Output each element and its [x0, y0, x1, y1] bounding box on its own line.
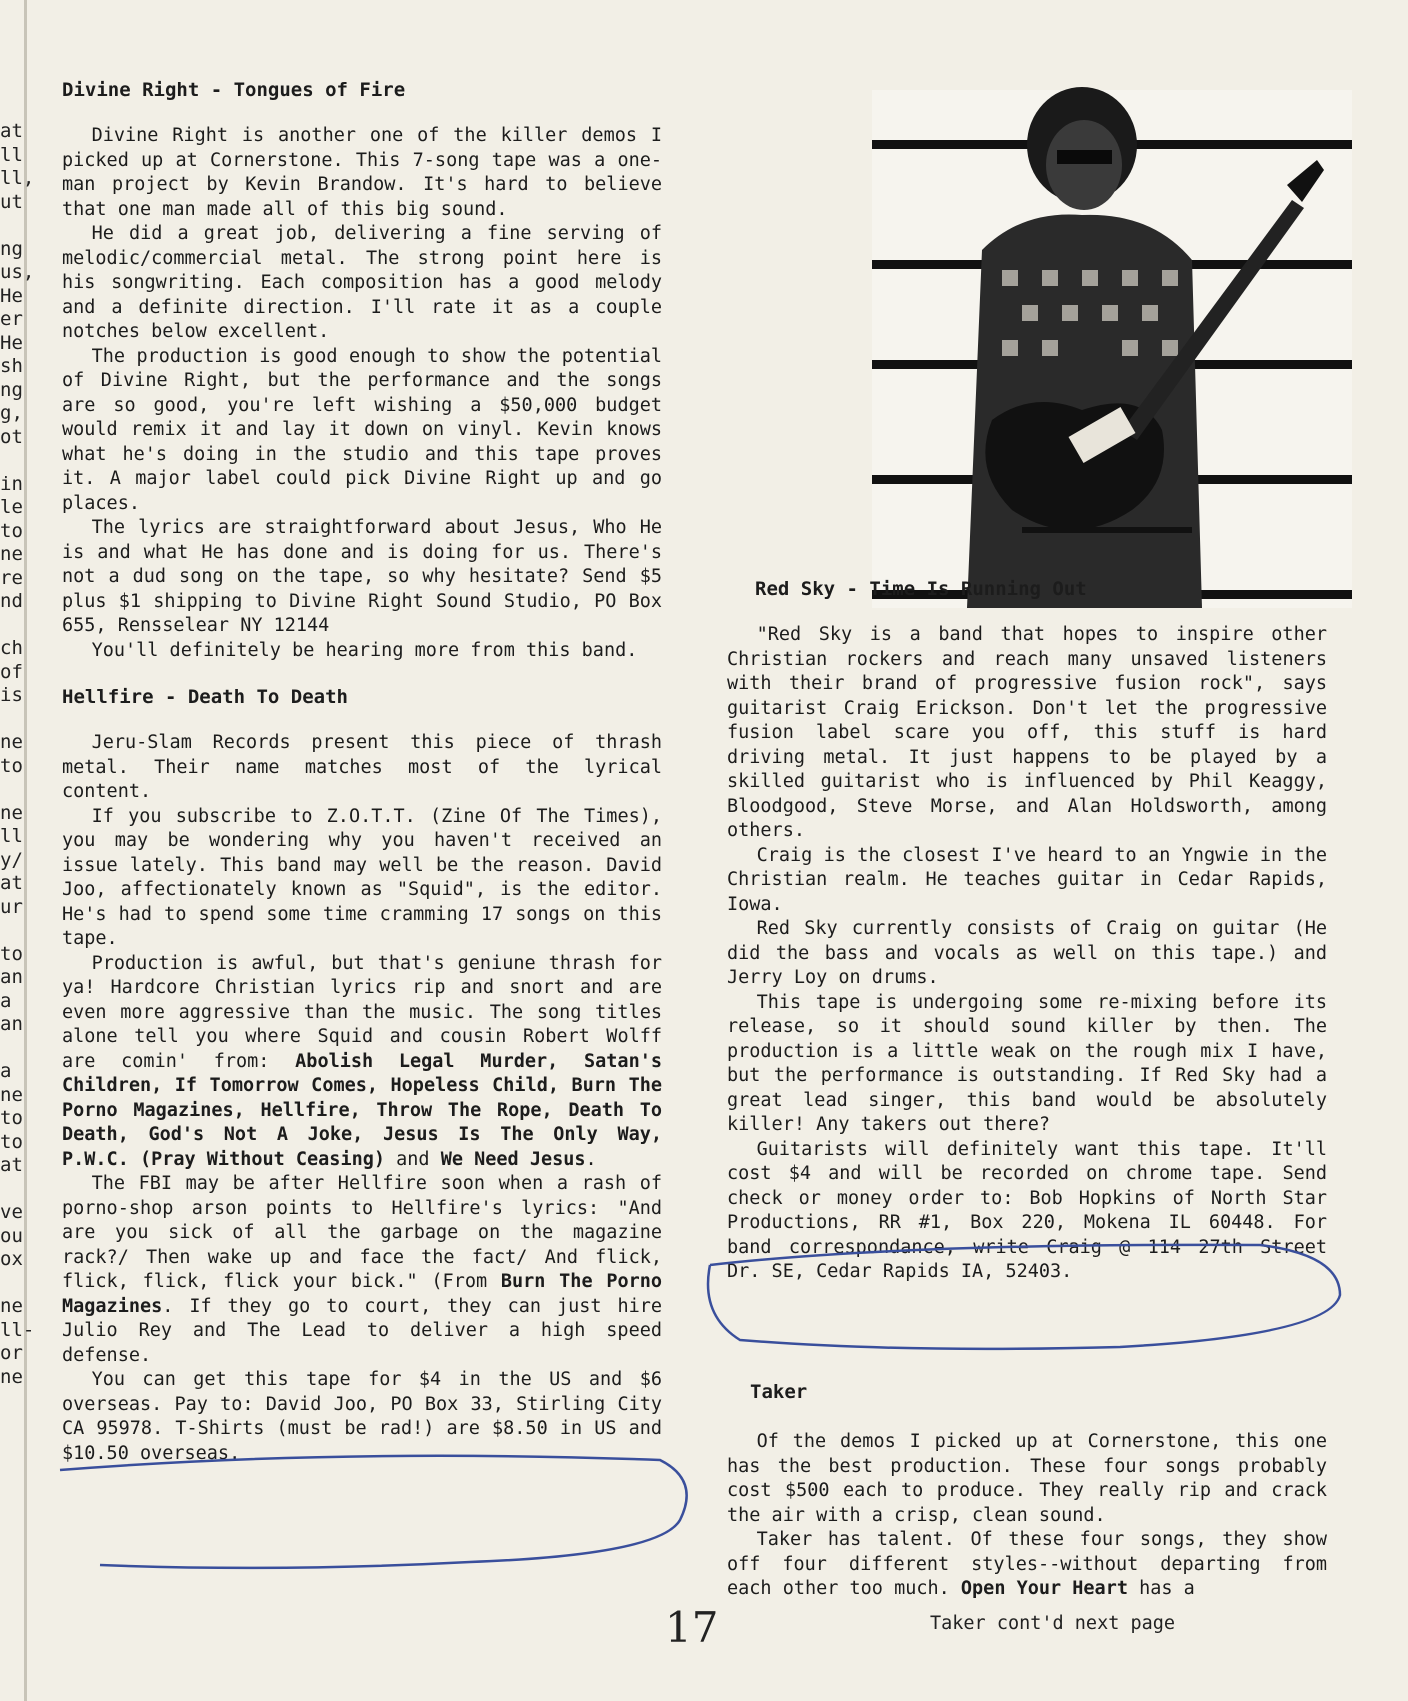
guitarist-illustration: [872, 90, 1352, 608]
page-number: 17: [665, 1603, 719, 1652]
hellfire-paragraph: If you subscribe to Z.O.T.T. (Zine Of The Times), you may be wondering why you haven't received an issue lately. This band may well be the reason. David Joo, affectionately known as "Squid", is the editor. He's had to spend some time cramming 17 songs on this tape.: [62, 805, 662, 949]
red-sky-column: [727, 623, 1327, 1285]
divine-right-title: Divine Right - Tongues of Fire: [62, 79, 406, 101]
taker-paragraph: Of the demos I picked up at Cornerstone, this one has the best production. These four songs probably cost $500 each to produce. They really rip and crack the air with a crisp, clean sound.: [727, 1431, 1327, 1526]
hellfire-title: Hellfire - Death To Death: [62, 686, 348, 708]
divine-right-paragraph: You'll definitely be hearing more from this band.: [91, 639, 638, 661]
red-sky-heading-block: [755, 577, 1325, 601]
red-sky-paragraph: This tape is undergoing some re-mixing before its release, so it should sound killer by then. The production is a little weak on the rough mix I have, but the performance is outstanding. If Red Sky had a great lead singer, this band would be absolutely killer! Any takers out there?: [727, 991, 1327, 1135]
hellfire-order-info: You can get this tape for $4 in the US and $6 overseas. Pay to: David Joo, PO Box 33, Stirling City CA 95978. T-Shirts (must be rad!) are $8.50 in US and $10.50 overseas.: [62, 1369, 662, 1464]
taker-title: Taker: [750, 1381, 808, 1403]
hellfire-song-titles: Abolish Legal Murder, Satan's Children, If Tomorrow Comes, Hopeless Child, Burn The Porno Magazines, Hellfire, Throw The Rope, Death To Death, God's Not A Joke, Jesus Is The Only Way, P.W.C. (Pray Without Ceasing): [62, 1050, 662, 1170]
divine-right-paragraph: Divine Right is another one of the killer demos I picked up at Cornerstone. This 7-song tape was a one-man project by Kevin Brandow. It's hard to believe that one man made all of this big sound.: [62, 125, 662, 220]
red-sky-order-info: Guitarists will definitely want this tape. It'll cost $4 and will be recorded on chrome tape. Send check or money order to: Bob Hopkins of North Star Productions, RR #1, Box 220, Mokena IL 60448. For band correspondance, write Craig @ 114 27th Street Dr. SE, Cedar Rapids IA, 52403.: [727, 1138, 1327, 1282]
previous-page-fragments: at ll ll, ut ng us, He er He sh ng g, ot in le to ne re nd ch of is ne to ne ll y/ at ur to an a an a ne to to at ve ou ox ne ll- or ne: [0, 120, 35, 1388]
hellfire-and: and: [396, 1148, 430, 1170]
hellfire-period: .: [585, 1148, 597, 1170]
red-sky-guitarist-photo: [872, 90, 1352, 608]
continuation-note: Taker cont'd next page: [930, 1613, 1176, 1634]
hellfire-paragraph: Jeru-Slam Records present this piece of thrash metal. Their name matches most of the lyrical content.: [62, 732, 662, 802]
hellfire-fbi-end: . If they go to court, they can just hire Julio Rey and The Lead to deliver a high speed defense.: [62, 1295, 662, 1366]
hellfire-quoted-song: Burn The Porno Magazines: [62, 1271, 663, 1317]
taker-talent-text: Taker has talent. Of these four songs, they show off four different styles--without departing from each other too much.: [727, 1529, 1327, 1599]
red-sky-title: Red Sky - Time Is Running Out: [755, 578, 1087, 600]
divine-right-paragraph: The production is good enough to show the potential of Divine Right, but the performance and the songs are so good, you're left wishing a $50,000 budget would remix it and lay it down on vinyl. Kevin knows what he's doing in the studio and this tape proves it. A major label could pick Divine Right up and go places.: [62, 345, 662, 514]
hellfire-paragraph: [62, 952, 662, 1173]
red-sky-paragraph: Red Sky currently consists of Craig on guitar (He did the bass and vocals as well on this tape.) and Jerry Loy on drums.: [727, 918, 1327, 988]
divine-right-paragraph: He did a great job, delivering a fine serving of melodic/commercial metal. The strong point here is his songwriting. Each composition has a good melody and a definite direction. I'll rate it as a couple notches below excellent.: [62, 223, 662, 342]
hellfire-production-text: Production is awful, but that's geniune thrash for ya! Hardcore Christian lyrics rip and snort and are even more aggressive than the music. The song titles alone tell you where Squid and cousin Robert Wolff are comin' from:: [62, 952, 662, 1072]
taker-continuation: has a: [1139, 1578, 1195, 1599]
red-sky-paragraph: Craig is the closest I've heard to an Yngwie in the Christian realm. He teaches guitar in Cedar Rapids, Iowa.: [727, 844, 1327, 915]
hellfire-last-song: We Need Jesus: [440, 1148, 586, 1170]
taker-column: [727, 1430, 1327, 1602]
taker-heading-block: [750, 1380, 1325, 1404]
taker-song-title: Open Your Heart: [960, 1578, 1128, 1599]
hellfire-fbi-text: The FBI may be after Hellfire soon when a rash of porno-shop arson points to Hellfire's lyrics: "And are you sick of all the garbage on the magazine rack?/ Then wake up and face the fact/ And flick, flick, flick, flick your bick." (From: [62, 1173, 662, 1292]
divine-right-paragraph: The lyrics are straightforward about Jesus, Who He is and what He has done and is doing for us. There's not a dud song on the tape, so why hesitate? Send $5 plus $1 shipping to Divine Right Sound Studio, PO Box 655, Rensselear NY 12144: [62, 517, 662, 636]
red-sky-paragraph: "Red Sky is a band that hopes to inspire other Christian rockers and reach many unsaved listeners with their brand of progressive fusion rock", says guitarist Craig Erickson. Don't let the progressive fusion label scare you off, this stuff is hard driving metal. It just happens to be played by a skilled guitarist who is influenced by Phil Keaggy, Bloodgood, Steve Morse, and Alan Holdsworth, among others.: [727, 624, 1327, 841]
left-column: [62, 78, 662, 1466]
taker-paragraph: [727, 1528, 1327, 1602]
hellfire-paragraph: [62, 1172, 662, 1368]
